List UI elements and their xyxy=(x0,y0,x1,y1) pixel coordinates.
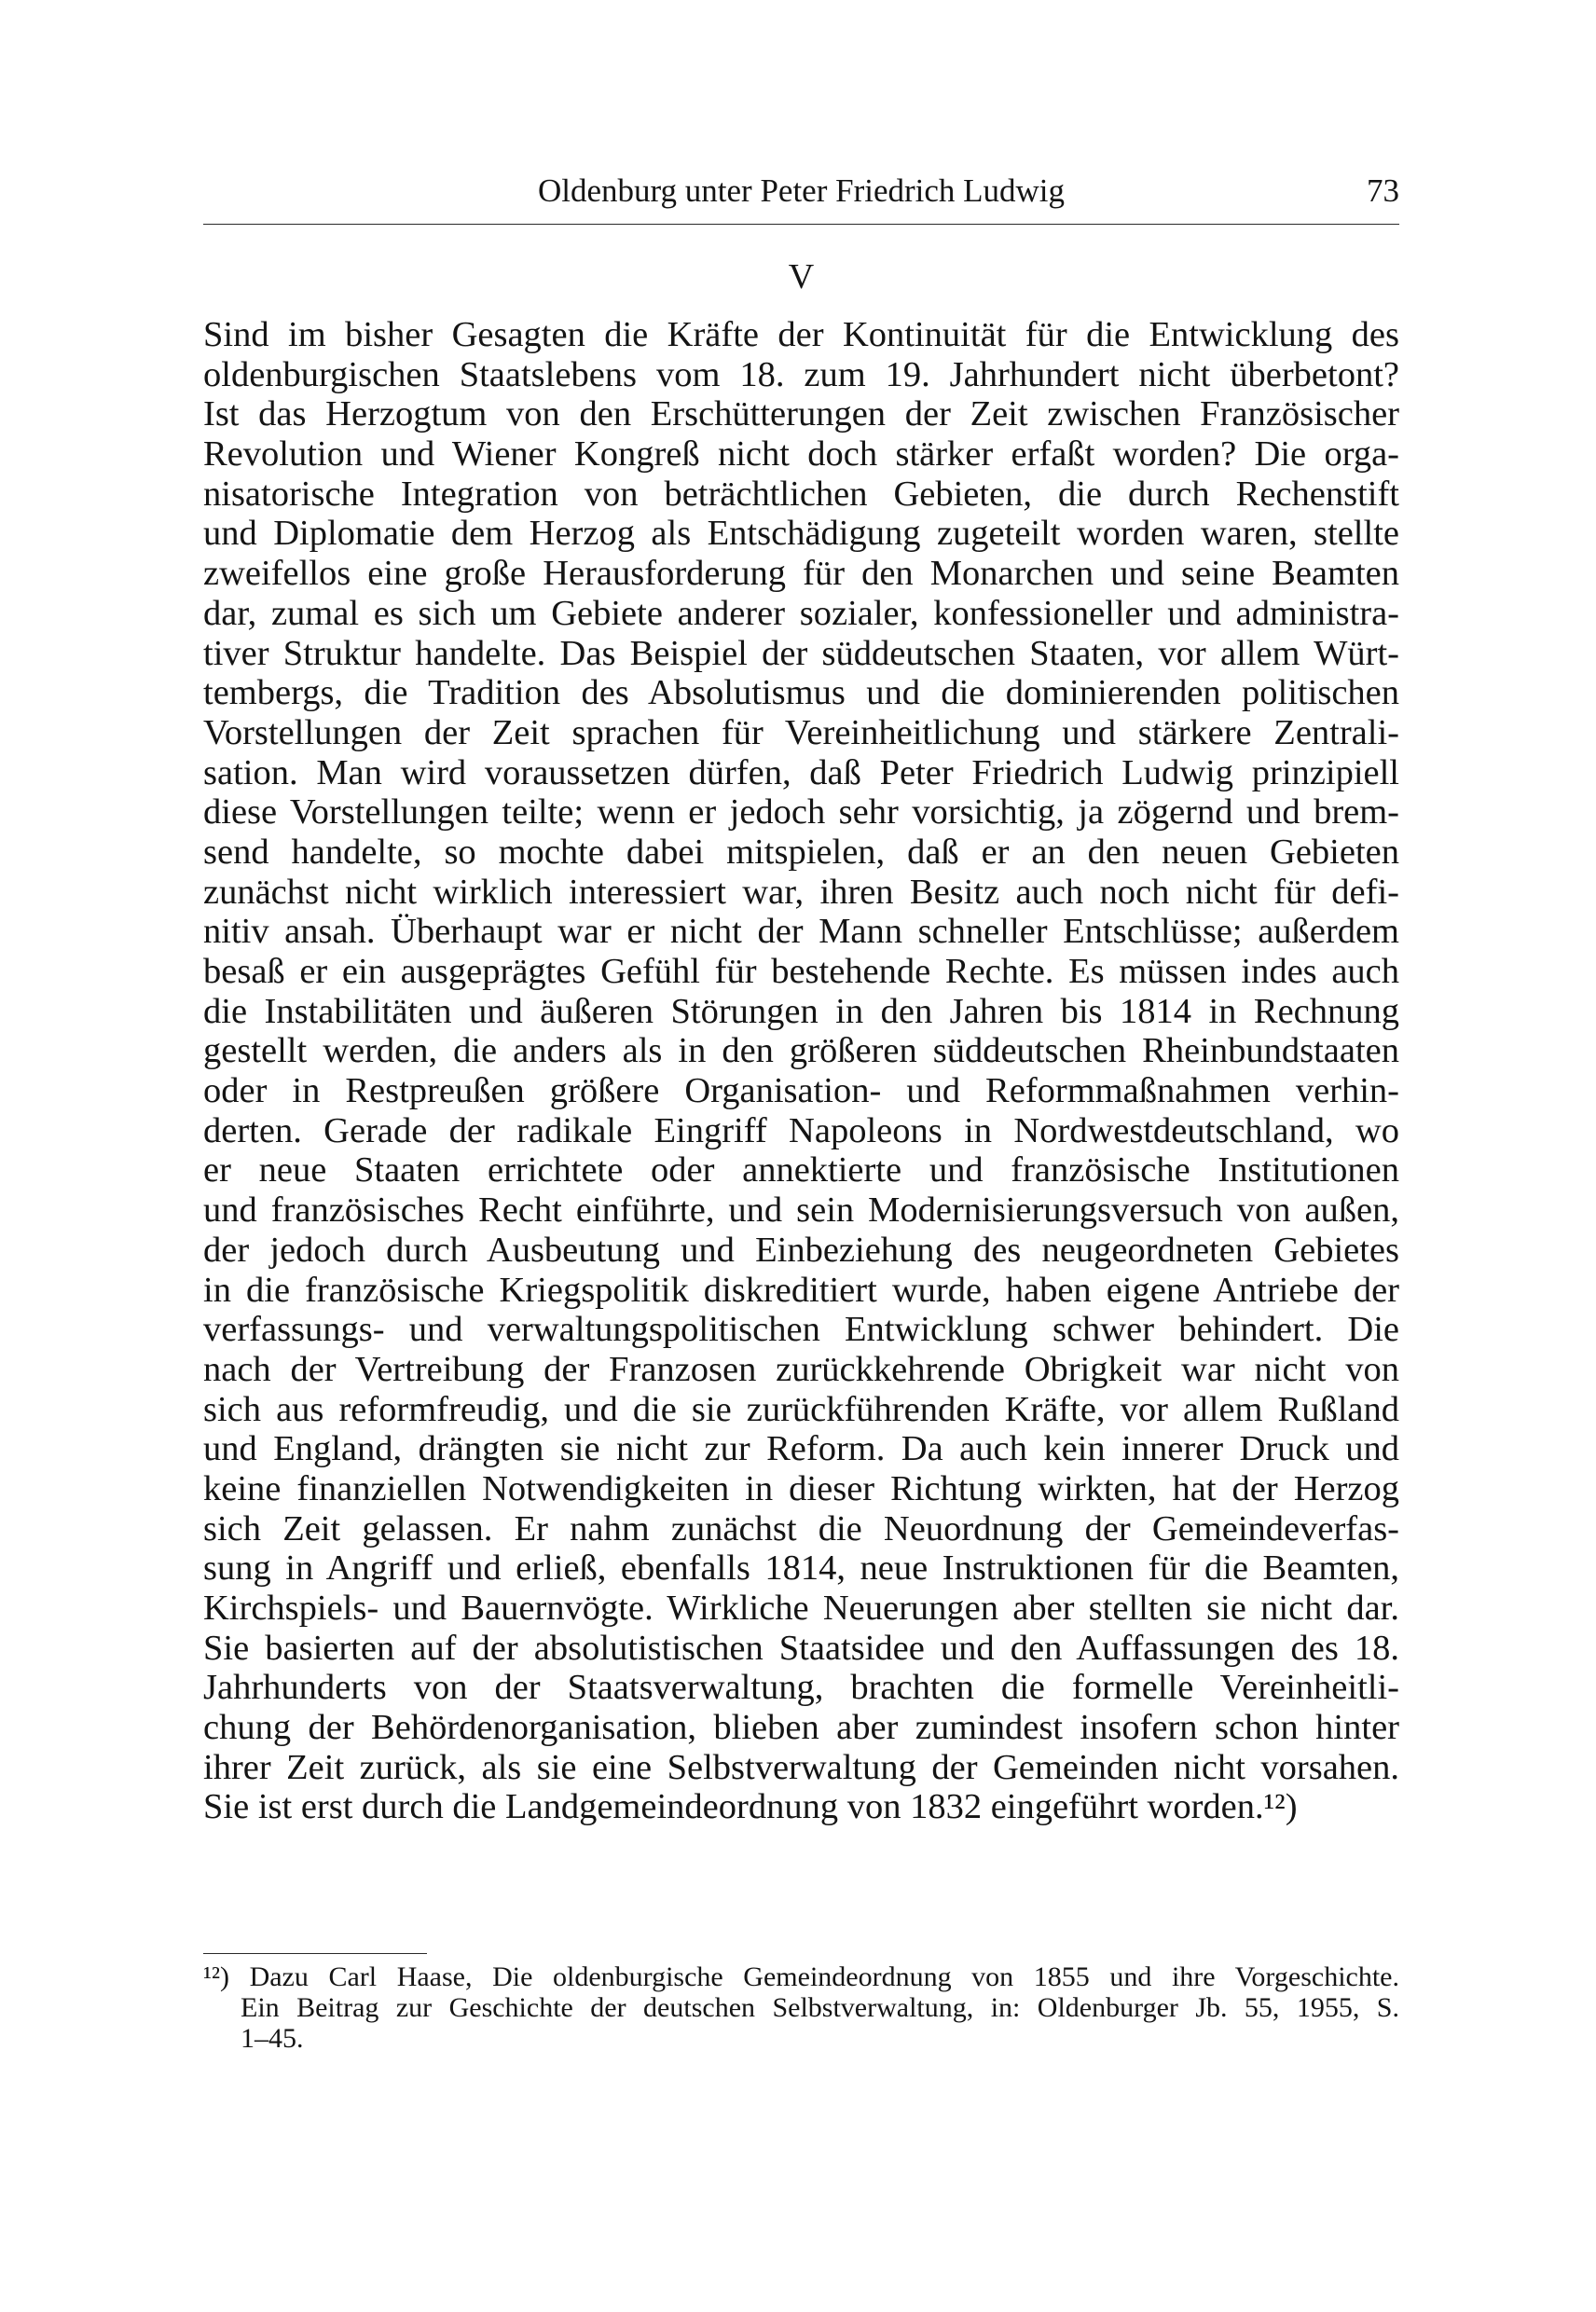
footnote-line: Ein Beitrag zur Geschichte der deutschen Selbstverwaltung, in: Oldenburger Jb. 55, 1955, S. xyxy=(241,1992,1399,2023)
text-line: Revolution und Wiener Kongreß nicht doch stärker erfaßt worden? Die orga- xyxy=(203,434,1399,475)
text-line: nach der Vertreibung der Franzosen zurückkehrende Obrigkeit war nicht von xyxy=(203,1349,1399,1389)
text-line: Kirchspiels- und Bauernvögte. Wirkliche Neuerungen aber stellten sie nicht dar. xyxy=(203,1589,1399,1628)
body-paragraph xyxy=(203,315,1399,1827)
text-line: sich Zeit gelassen. Er nahm zunächst die Neuordnung der Gemeindeverfas- xyxy=(203,1508,1399,1548)
text-line: sung in Angriff und erließ, ebenfalls 1814, neue Instruktionen für die Beamten, xyxy=(203,1548,1399,1589)
text-line: verfassungs- und verwaltungspolitischen Entwicklung schwer behindert. Die xyxy=(203,1310,1399,1350)
text-line: oldenburgischen Staatslebens vom 18. zum 19. Jahrhundert nicht überbetont? xyxy=(203,354,1399,394)
text-line: nitiv ansah. Überhaupt war er nicht der Mann schneller Entschlüsse; außerdem xyxy=(203,912,1399,952)
footnote-line: 1–45. xyxy=(241,2023,304,2054)
text-line: er neue Staaten errichtete oder annektierte und französische Institutionen xyxy=(203,1150,1399,1190)
text-line: Sind im bisher Gesagten die Kräfte der Kontinuität für die Entwicklung des xyxy=(203,315,1399,354)
text-line: und England, drängten sie nicht zur Reform. Da auch kein innerer Druck und xyxy=(203,1429,1399,1469)
text-line: und Diplomatie dem Herzog als Entschädigung zugeteilt worden waren, stellte xyxy=(203,514,1399,554)
text-line: zweifellos eine große Herausforderung für den Monarchen und seine Beamten xyxy=(203,554,1399,594)
text-line: Vorstellungen der Zeit sprachen für Vereinheitlichung und stärkere Zentrali- xyxy=(203,712,1399,752)
text-line: diese Vorstellungen teilte; wenn er jedoch sehr vorsichtig, ja zögernd und brem- xyxy=(203,792,1399,833)
page-number: 73 xyxy=(1367,172,1399,209)
text-line: sation. Man wird voraussetzen dürfen, daß Peter Friedrich Ludwig prinzipiell xyxy=(203,752,1399,792)
text-line: nisatorische Integration von beträchtlichen Gebieten, die durch Rechenstift xyxy=(203,474,1399,514)
header-rule xyxy=(203,224,1399,225)
text-line: besaß er ein ausgeprägtes Gefühl für bestehende Rechte. Es müssen indes auch xyxy=(203,952,1399,991)
text-line: tiver Struktur handelte. Das Beispiel der süddeutschen Staaten, vor allem Würt- xyxy=(203,633,1399,673)
text-line: send handelte, so mochte dabei mitspielen, daß er an den neuen Gebieten xyxy=(203,832,1399,872)
text-line: sich aus reformfreudig, und die sie zurückführenden Kräfte, vor allem Rußland xyxy=(203,1389,1399,1429)
text-line: chung der Behördenorganisation, blieben aber zumindest insofern schon hinter xyxy=(203,1708,1399,1748)
text-line: gestellt werden, die anders als in den größeren süddeutschen Rheinbundstaaten xyxy=(203,1031,1399,1071)
text-line: tembergs, die Tradition des Absolutismus und die dominierenden politischen xyxy=(203,673,1399,713)
text-line: keine finanziellen Notwendigkeiten in dieser Richtung wirkten, hat der Herzog xyxy=(203,1468,1399,1508)
text-line: Jahrhunderts von der Staatsverwaltung, brachten die formelle Vereinheitli- xyxy=(203,1668,1399,1708)
text-line: Ist das Herzogtum von den Erschütterungen der Zeit zwischen Französischer xyxy=(203,394,1399,434)
text-line: zunächst nicht wirklich interessiert war, ihren Besitz auch noch nicht für defi- xyxy=(203,872,1399,912)
section-heading: V xyxy=(788,257,815,296)
text-line: und französisches Recht einführte, und sein Modernisierungsversuch von außen, xyxy=(203,1190,1399,1231)
footnote-line: ¹²) Dazu Carl Haase, Die oldenburgische Gemeindeordnung von 1855 und ihre Vorgeschichte. xyxy=(203,1961,1399,1992)
text-line: oder in Restpreußen größere Organisation- und Reformmaßnahmen verhin- xyxy=(203,1071,1399,1111)
footnote xyxy=(203,1961,1399,2054)
running-title: Oldenburg unter Peter Friedrich Ludwig xyxy=(537,172,1066,209)
text-line: Sie basierten auf der absolutistischen Staatsidee und den Auffassungen des 18. xyxy=(203,1628,1399,1668)
text-line: ihrer Zeit zurück, als sie eine Selbstverwaltung der Gemeinden nicht vorsahen. xyxy=(203,1747,1399,1787)
running-header xyxy=(203,168,1399,214)
text-line: derten. Gerade der radikale Eingriff Napoleons in Nordwestdeutschland, wo xyxy=(203,1110,1399,1150)
text-line: in die französische Kriegspolitik diskreditiert wurde, haben eigene Antriebe der xyxy=(203,1270,1399,1310)
text-line: die Instabilitäten und äußeren Störungen in den Jahren bis 1814 in Rechnung xyxy=(203,991,1399,1031)
footnote-rule xyxy=(203,1953,427,1954)
text-line: der jedoch durch Ausbeutung und Einbeziehung des neugeordneten Gebietes xyxy=(203,1230,1399,1270)
text-line: Sie ist erst durch die Landgemeindeordnung von 1832 eingeführt worden.¹²) xyxy=(203,1787,1298,1827)
text-line: dar, zumal es sich um Gebiete anderer sozialer, konfessioneller und administra- xyxy=(203,593,1399,633)
